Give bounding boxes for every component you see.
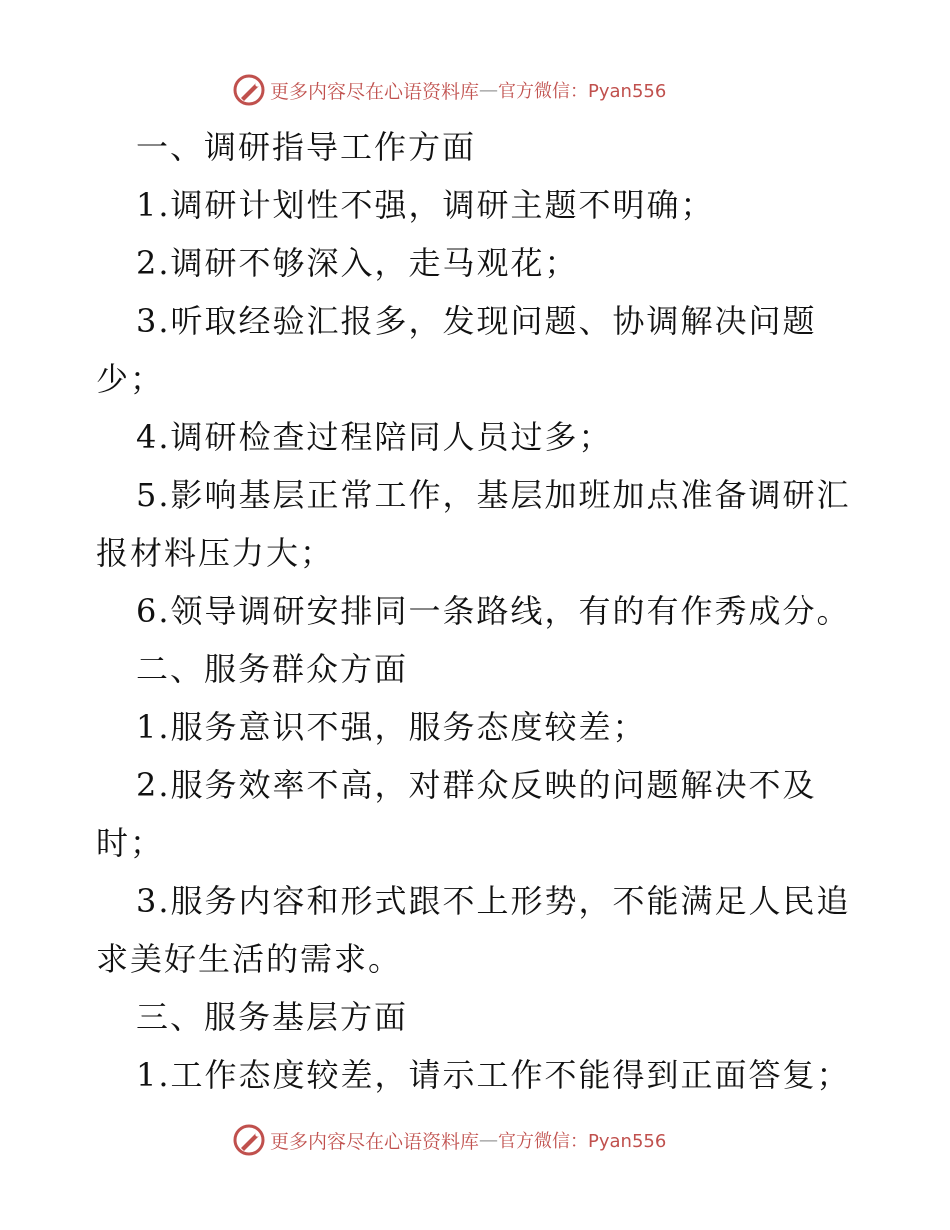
list-item: 5.影响基层正常工作，基层加班加点准备调研汇报材料压力大； xyxy=(96,476,851,572)
section-heading: 三、服务基层方面 xyxy=(136,998,409,1036)
list-item: 3.服务内容和形式跟不上形势，不能满足人民追求美好生活的需求。 xyxy=(96,882,851,978)
watermark-separator: — xyxy=(479,1129,499,1151)
watermark-text: 更多内容尽在心语资料库 xyxy=(270,1130,480,1153)
list-item: 2.服务效率不高，对群众反映的问题解决不及时； xyxy=(96,766,817,862)
document-body xyxy=(96,118,876,1104)
pen-logo-icon xyxy=(232,73,266,107)
watermark-wechat: 官方微信：Pyan556 xyxy=(498,81,667,102)
list-item: 2.调研不够深入，走马观花； xyxy=(136,244,579,282)
list-item: 4.调研检查过程陪同人员过多； xyxy=(136,418,613,456)
footer-watermark xyxy=(232,1122,666,1158)
pen-logo-icon xyxy=(232,1123,266,1157)
watermark-wechat: 官方微信：Pyan556 xyxy=(498,1131,667,1152)
list-item: 1.工作态度较差，请示工作不能得到正面答复； xyxy=(136,1056,851,1094)
list-item: 3.听取经验汇报多，发现问题、协调解决问题少； xyxy=(96,302,817,398)
section-heading: 二、服务群众方面 xyxy=(136,650,409,688)
watermark-text: 更多内容尽在心语资料库 xyxy=(270,80,480,103)
list-item: 6.领导调研安排同一条路线，有的有作秀成分。 xyxy=(136,592,851,630)
section-heading: 一、调研指导工作方面 xyxy=(136,128,477,166)
list-item: 1.调研计划性不强，调研主题不明确； xyxy=(136,186,715,224)
watermark-separator: — xyxy=(479,79,499,101)
list-item: 1.服务意识不强，服务态度较差； xyxy=(136,708,647,746)
header-watermark xyxy=(232,72,666,108)
